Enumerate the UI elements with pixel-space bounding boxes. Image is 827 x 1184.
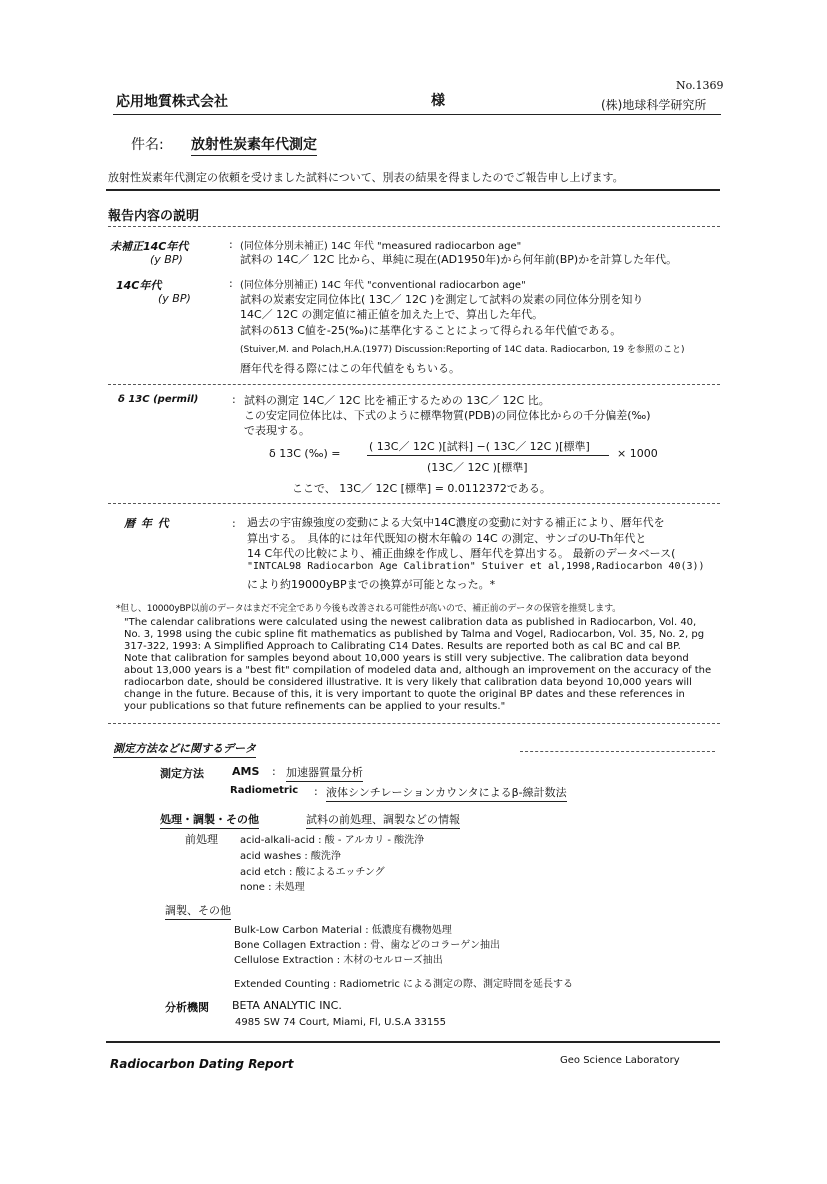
- divider: [108, 503, 720, 504]
- pretreatment-item: none : 未処理: [240, 882, 305, 893]
- quote-line: No. 3, 1998 using the cubic spline fit mathematics as published by Talma and Vogel, Radiocarbon, Vol. 35, No. 2, pg: [124, 629, 705, 640]
- conventional-line-2: 試料の炭素安定同位体比( 13C／ 12C )を測定して試料の炭素の同位体分別を知り: [240, 293, 644, 306]
- uncorrected-line-1: (同位体分別未補正) 14C 年代 "measured radiocarbon age": [240, 241, 522, 252]
- quote-line: change in the future. Because of this, it is very important to quote the original BP dates and these references in: [124, 689, 685, 700]
- uncorrected-age-unit: (y BP): [150, 253, 183, 266]
- calendar-line-1: 過去の宇宙線強度の変動による大気中14C濃度の変動に対する補正により、暦年代を: [247, 516, 665, 529]
- formula-lhs: δ 13C (‰) =: [269, 447, 341, 460]
- colon: :: [229, 238, 233, 251]
- preparation-label: 調製、その他: [165, 902, 231, 920]
- header-rule: [113, 114, 721, 115]
- extended-counting: Extended Counting : Radiometric による測定の際、測定時間を延長する: [234, 979, 574, 990]
- divider: [108, 226, 720, 227]
- pretreatment-label: 前処理: [185, 833, 218, 846]
- colon: :: [314, 785, 318, 798]
- quote-line: 317-322, 1993: A Simplified Approach to Calibrating C14 Dates. Results are reported both as cal BC and cal BP.: [124, 641, 681, 652]
- quote-line: Note that calibration for samples beyond about 10,000 years is still very subjective. The calibration data beyond: [124, 653, 689, 664]
- fraction-bar: [367, 455, 609, 456]
- radiometric-label: Radiometric: [230, 785, 299, 796]
- conventional-age-unit: (y BP): [158, 292, 191, 305]
- formula-note: ここで、 13C／ 12C [標準] = 0.0112372である。: [292, 482, 551, 495]
- footer-title: Radiocarbon Dating Report: [110, 1057, 294, 1071]
- pretreatment-item: acid-alkali-acid : 酸 - アルカリ - 酸洗浄: [240, 835, 425, 846]
- divider: [520, 751, 715, 752]
- calendar-line-5: により約19000yBPまでの換算が可能となった。*: [247, 578, 496, 591]
- conventional-line-4: 試料のδ13 C値を-25(‰)に基準化することによって得られる年代値である。: [240, 324, 622, 337]
- preparation-item: Cellulose Extraction : 木材のセルローズ抽出: [234, 955, 443, 966]
- colon: :: [272, 765, 276, 778]
- methods-heading: 測定方法などに関するデータ: [113, 740, 256, 758]
- radiometric-description: 液体シンチレーションカウンタによるβ-線計数法: [326, 784, 567, 802]
- delta13c-line-2: この安定同位体比は、下式のように標準物質(PDB)の同位体比からの千分偏差(‰): [244, 409, 651, 422]
- ams-label: AMS: [232, 765, 260, 778]
- preparation-item: Bulk-Low Carbon Material : 低濃度有機物処理: [234, 925, 452, 936]
- preparation-item: Bone Collagen Extraction : 骨、歯などのコラーゲン抽出: [234, 940, 501, 951]
- uncorrected-age-term: 未補正14C年代: [110, 240, 189, 253]
- quote-line: "The calendar calibrations were calculated using the newest calibration data as published in Radiocarbon, Vol. 40,: [124, 617, 697, 628]
- sender-company: (株)地球科学研究所: [601, 98, 707, 112]
- formula-multiplier: × 1000: [617, 447, 658, 460]
- formula-numerator: ( 13C／ 12C )[試料] −( 13C／ 12C )[標準]: [369, 440, 590, 453]
- conventional-age-term: 14C年代: [116, 279, 162, 292]
- report-heading: 報告内容の説明: [108, 209, 200, 224]
- intro-text: 放射性炭素年代測定の依頼を受けました試料について、別表の結果を得ましたのでご報告申し上げます。: [108, 171, 624, 184]
- treatment-label: 処理・調製・その他: [160, 811, 259, 829]
- divider: [108, 723, 720, 724]
- section-rule: [106, 189, 720, 191]
- recipient-company: 応用地質株式会社: [116, 94, 228, 110]
- pretreatment-item: acid washes : 酸洗浄: [240, 851, 341, 862]
- treatment-description: 試料の前処理、調製などの情報: [306, 811, 460, 829]
- document-number: No.1369: [676, 79, 724, 92]
- calendar-line-3: 14 C年代の比較により、補正曲線を作成し、暦年代を算出する。 最新のデータベース(: [247, 547, 676, 560]
- calendar-line-2: 算出する。 具体的には年代既知の樹木年輪の 14C の測定、サンゴのU-Th年代と: [247, 532, 647, 545]
- lab-address: 4985 SW 74 Court, Miami, Fl, U.S.A 33155: [235, 1017, 446, 1028]
- conventional-line-6: 暦年代を得る際にはこの年代値をもちいる。: [240, 362, 460, 375]
- uncorrected-line-2: 試料の 14C／ 12C 比から、単純に現在(AD1950年)から何年前(BP)かを計算した年代。: [240, 253, 678, 266]
- delta13c-term: δ 13C (permil): [118, 394, 199, 405]
- subject-title: 放射性炭素年代測定: [191, 134, 317, 156]
- divider: [108, 384, 720, 385]
- footer-lab: Geo Science Laboratory: [560, 1055, 680, 1066]
- calendar-line-4: "INTCAL98 Radiocarbon Age Calibration" Stuiver et al,1998,Radiocarbon 40(3)): [247, 561, 705, 572]
- colon: :: [229, 277, 233, 290]
- measure-method-label: 測定方法: [160, 767, 204, 780]
- colon: :: [232, 517, 236, 530]
- conventional-reference: (Stuiver,M. and Polach,H.A.(1977) Discussion:Reporting of 14C data. Radiocarbon, 19 を参照のこと): [240, 345, 685, 355]
- formula-denominator: (13C／ 12C )[標準]: [427, 461, 528, 474]
- quote-line: about 13,000 years is a "best fit" compilation of modeled data and, although an improvement on the accuracy of the: [124, 665, 712, 676]
- subject-label: 件名:: [131, 137, 164, 153]
- calendar-age-term: 暦 年 代: [124, 517, 170, 530]
- delta13c-line-1: 試料の測定 14C／ 12C 比を補正するための 13C／ 12C 比。: [244, 394, 550, 407]
- lab-label: 分析機関: [165, 1001, 209, 1014]
- pretreatment-item: acid etch : 酸によるエッチング: [240, 867, 385, 878]
- delta13c-line-3: で表現する。: [244, 424, 310, 437]
- colon: :: [232, 393, 236, 406]
- footnote: *但し、10000yBP以前のデータはまだ不完全であり今後も改善される可能性が高いので、補正前のデータの保管を推奨します。: [116, 604, 621, 614]
- conventional-line-3: 14C／ 12C の測定値に補正値を加えた上で、算出した年代。: [240, 308, 544, 321]
- footer-rule: [106, 1041, 720, 1043]
- quote-line: your publications so that future refinements can be applied to your results.": [124, 701, 506, 712]
- ams-description: 加速器質量分析: [286, 764, 363, 782]
- lab-name: BETA ANALYTIC INC.: [232, 999, 342, 1012]
- honorific: 様: [431, 93, 445, 109]
- quote-line: radiocarbon date, should be considered illustrative. It is very likely that calibration data beyond 10,000 years will: [124, 677, 692, 688]
- conventional-line-1: (同位体分別補正) 14C 年代 "conventional radiocarbon age": [240, 280, 526, 291]
